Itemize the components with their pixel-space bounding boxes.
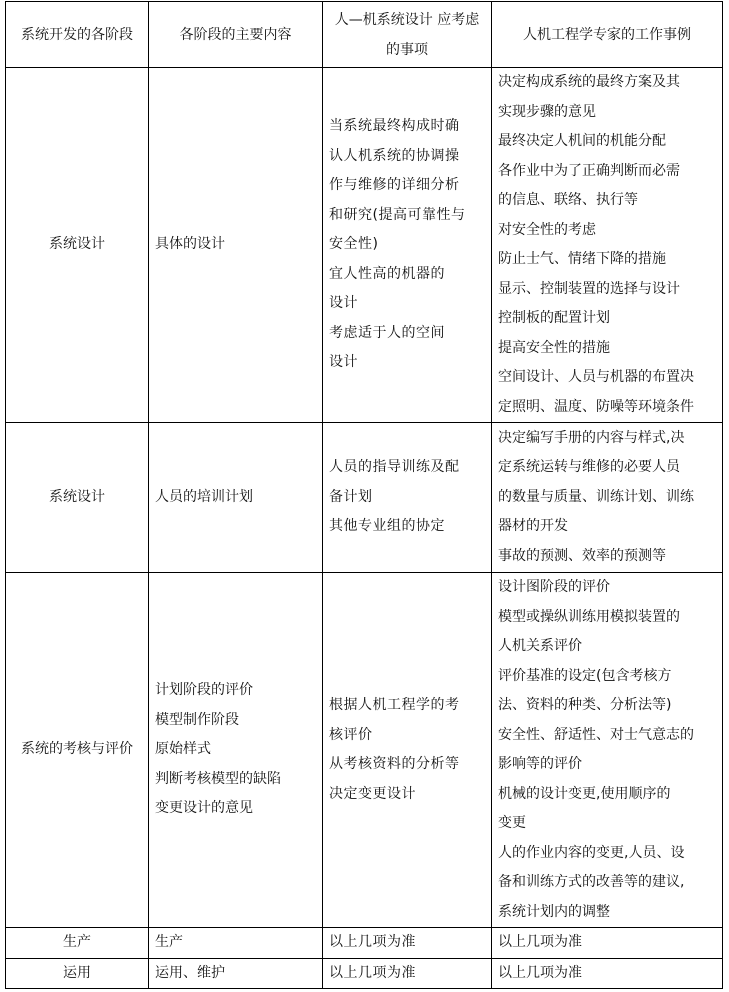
examples-cell bbox=[492, 958, 723, 989]
considerations-cell bbox=[323, 958, 492, 989]
examples-cell bbox=[492, 928, 723, 959]
content-cell bbox=[149, 928, 323, 959]
header-row bbox=[6, 2, 723, 68]
examples-line: 人的作业内容的变更,人员、设 bbox=[498, 844, 685, 861]
considerations-line: 设计 bbox=[329, 354, 358, 371]
header-examples: 人机工程学专家的工作事例 bbox=[492, 2, 723, 68]
table-row bbox=[6, 928, 723, 959]
content-line: 人员的培训计划 bbox=[155, 488, 253, 505]
header-considerations-line: 应考虑的事项 bbox=[386, 11, 480, 58]
examples-line: 以上几项为准 bbox=[498, 934, 582, 950]
considerations-line: 认人机系统的协调操 bbox=[329, 147, 460, 164]
examples-line: 事故的预测、效率的预测等 bbox=[498, 547, 666, 564]
examples-line: 对安全性的考虑 bbox=[498, 221, 596, 238]
examples-line: 实现步骤的意见 bbox=[498, 103, 596, 120]
content-line: 生产 bbox=[155, 934, 183, 950]
examples-line: 防止士气、情绪下降的措施 bbox=[498, 251, 666, 267]
examples-cell bbox=[492, 68, 723, 423]
content-cell bbox=[149, 423, 323, 573]
examples-line: 法、资料的种类、分析法等) bbox=[498, 697, 672, 713]
stage-cell: 系统设计 bbox=[6, 68, 149, 423]
examples-line: 定系统运转与维修的必要人员 bbox=[498, 459, 680, 476]
examples-line: 以上几项为准 bbox=[498, 964, 582, 981]
examples-line: 设计图阶段的评价 bbox=[498, 579, 610, 595]
examples-line: 定照明、温度、防噪等环境条件 bbox=[498, 398, 694, 415]
considerations-line: 其他专业组的协定 bbox=[329, 518, 445, 535]
content-cell bbox=[149, 958, 323, 989]
examples-cell bbox=[492, 573, 723, 928]
examples-line: 的信息、联络、执行等 bbox=[498, 192, 638, 208]
considerations-line: 安全性) bbox=[329, 236, 379, 253]
content-line: 运用、维护 bbox=[155, 964, 225, 981]
content-line: 原始样式 bbox=[155, 741, 211, 758]
examples-line: 模型或操纵训练用模拟装置的 bbox=[498, 608, 680, 625]
examples-line: 控制板的配置计划 bbox=[498, 310, 610, 326]
considerations-line: 考虑适于人的空间 bbox=[329, 324, 445, 341]
considerations-line: 核评价 bbox=[329, 726, 373, 743]
stage-cell: 运用 bbox=[6, 958, 149, 989]
examples-line: 显示、控制装置的选择与设计 bbox=[498, 280, 680, 297]
examples-line: 评价基准的设定(包含考核方 bbox=[498, 667, 672, 684]
considerations-line: 人员的指导训练及配 bbox=[329, 459, 460, 476]
considerations-line: 设计 bbox=[329, 295, 358, 312]
considerations-line: 以上几项为准 bbox=[329, 964, 416, 981]
considerations-cell bbox=[323, 928, 492, 959]
examples-line: 决定构成系统的最终方案及其 bbox=[498, 74, 680, 90]
considerations-line: 根据人机工程学的考 bbox=[329, 697, 460, 713]
considerations-cell bbox=[323, 68, 492, 423]
considerations-line: 从考核资料的分析等 bbox=[329, 756, 460, 772]
stage-cell: 生产 bbox=[6, 928, 149, 959]
examples-line: 变更 bbox=[498, 815, 526, 831]
content-line: 具体的设计 bbox=[155, 236, 225, 253]
table-row bbox=[6, 423, 723, 573]
header-considerations-line: 人—机系统设计 bbox=[334, 11, 433, 28]
content-cell bbox=[149, 573, 323, 928]
stage-cell: 系统设计 bbox=[6, 423, 149, 573]
examples-line: 提高安全性的措施 bbox=[498, 339, 610, 356]
examples-line: 器材的开发 bbox=[498, 518, 568, 535]
table-row bbox=[6, 68, 723, 423]
examples-cell bbox=[492, 423, 723, 573]
content-line: 计划阶段的评价 bbox=[155, 682, 253, 699]
content-line: 变更设计的意见 bbox=[155, 800, 253, 817]
examples-line: 机械的设计变更,使用顺序的 bbox=[498, 785, 671, 802]
examples-line: 各作业中为了正确判断而必需 bbox=[498, 162, 680, 179]
examples-line: 空间设计、人员与机器的布置决 bbox=[498, 369, 694, 385]
examples-line: 决定编写手册的内容与样式,决 bbox=[498, 429, 685, 446]
considerations-cell bbox=[323, 573, 492, 928]
considerations-line: 以上几项为准 bbox=[329, 934, 416, 950]
considerations-line: 当系统最终构成时确 bbox=[329, 118, 460, 135]
examples-line: 的数量与质量、训练计划、训练 bbox=[498, 488, 694, 505]
considerations-line: 备计划 bbox=[329, 488, 373, 505]
table-row bbox=[6, 573, 723, 928]
content-line: 判断考核模型的缺陷 bbox=[155, 770, 281, 787]
examples-line: 人机关系评价 bbox=[498, 638, 582, 654]
examples-line: 最终决定人机间的机能分配 bbox=[498, 133, 666, 149]
considerations-line: 宜人性高的机器的 bbox=[329, 265, 445, 282]
considerations-line: 和研究(提高可靠性与 bbox=[329, 206, 466, 223]
considerations-line: 作与维修的详细分析 bbox=[329, 177, 460, 194]
header-content: 各阶段的主要内容 bbox=[149, 2, 323, 68]
considerations-cell bbox=[323, 423, 492, 573]
header-stage: 系统开发的各阶段 bbox=[6, 2, 149, 68]
examples-line: 安全性、舒适性、对士气意志的 bbox=[498, 726, 694, 743]
stage-cell: 系统的考核与评价 bbox=[6, 573, 149, 928]
examples-line: 影响等的评价 bbox=[498, 756, 582, 772]
examples-line: 系统计划内的调整 bbox=[498, 903, 610, 920]
table-row bbox=[6, 958, 723, 989]
examples-line: 备和训练方式的改善等的建议, bbox=[498, 874, 685, 890]
content-line: 模型制作阶段 bbox=[155, 711, 239, 728]
considerations-line: 决定变更设计 bbox=[329, 785, 416, 802]
content-cell bbox=[149, 68, 323, 423]
header-considerations bbox=[323, 2, 492, 68]
development-stages-table bbox=[5, 1, 723, 989]
